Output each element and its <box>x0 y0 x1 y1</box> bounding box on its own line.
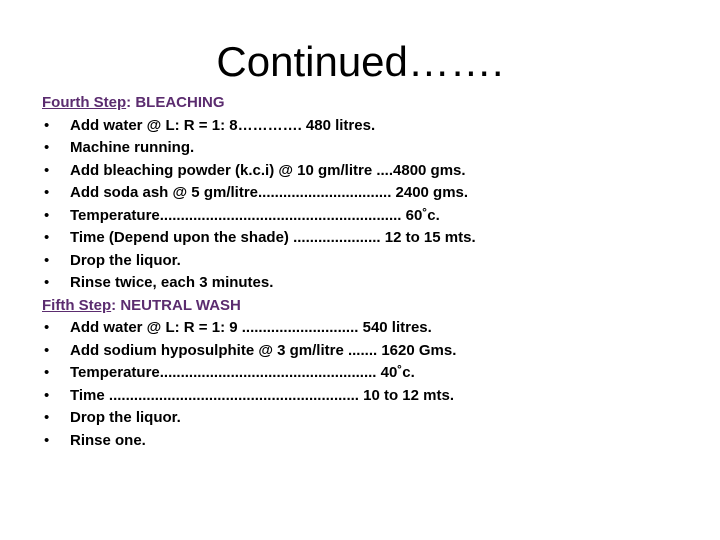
list-item <box>42 407 702 430</box>
list-item-text: Time ............................................................ 10 to 12 mts. <box>70 386 454 404</box>
bullet-list-fifth-step <box>42 317 702 452</box>
list-item-text: Add sodium hyposulphite @ 3 gm/litre ....... 1620 Gms. <box>70 341 457 359</box>
step-separator: : <box>111 296 117 314</box>
list-item <box>42 227 702 250</box>
list-item <box>42 115 702 138</box>
step-heading-fifth <box>42 295 702 318</box>
list-item-text: Rinse one. <box>70 431 146 449</box>
list-item <box>42 250 702 273</box>
bullet-list-fourth-step <box>42 115 702 295</box>
step-separator: : <box>126 94 132 111</box>
bullet-icon: • <box>44 251 50 269</box>
list-item <box>42 205 702 228</box>
bullet-icon: • <box>44 229 50 246</box>
list-item <box>42 137 702 160</box>
list-item-text: Temperature.................................................... 40˚c. <box>70 364 415 381</box>
bullet-icon: • <box>44 206 50 224</box>
bullet-icon: • <box>44 409 50 426</box>
bullet-icon: • <box>44 184 50 201</box>
step-name: NEUTRAL WASH <box>120 296 241 314</box>
list-item-text: Add soda ash @ 5 gm/litre................................ 2400 gms. <box>70 184 469 201</box>
bullet-icon: • <box>44 364 50 381</box>
slide-content <box>42 92 702 452</box>
list-item-text: Add bleaching powder (k.c.i) @ 10 gm/litre ....4800 gms. <box>70 161 466 179</box>
list-item <box>42 385 702 408</box>
list-item-text: Drop the liquor. <box>70 251 181 269</box>
step-name: BLEACHING <box>135 94 225 111</box>
list-item <box>42 272 702 295</box>
bullet-icon: • <box>44 386 50 404</box>
list-item <box>42 317 702 340</box>
list-item-text: Drop the liquor. <box>70 409 181 426</box>
slide-title: Continued……. <box>216 38 504 85</box>
list-item <box>42 430 702 453</box>
list-item-text: Temperature.......................................................... 60˚c. <box>70 206 440 224</box>
bullet-icon: • <box>44 431 50 449</box>
bullet-icon: • <box>44 116 50 134</box>
step-label: Fourth Step <box>42 94 127 111</box>
step-label: Fifth Step <box>42 296 112 314</box>
list-item-text: Time (Depend upon the shade) ..................... 12 to 15 mts. <box>70 229 476 246</box>
list-item-text: Add water @ L: R = 1: 9 ............................ 540 litres. <box>70 319 432 336</box>
list-item <box>42 160 702 183</box>
list-item-text: Machine running. <box>70 139 195 156</box>
list-item-text: Rinse twice, each 3 minutes. <box>70 274 274 291</box>
list-item <box>42 362 702 385</box>
bullet-icon: • <box>44 319 50 336</box>
list-item <box>42 182 702 205</box>
step-heading-fourth <box>42 92 702 115</box>
list-item-text: Add water @ L: R = 1: 8…………. 480 litres. <box>70 116 376 134</box>
bullet-icon: • <box>44 341 50 359</box>
list-item <box>42 340 702 363</box>
bullet-icon: • <box>44 274 50 291</box>
bullet-icon: • <box>44 139 50 156</box>
bullet-icon: • <box>44 161 50 179</box>
